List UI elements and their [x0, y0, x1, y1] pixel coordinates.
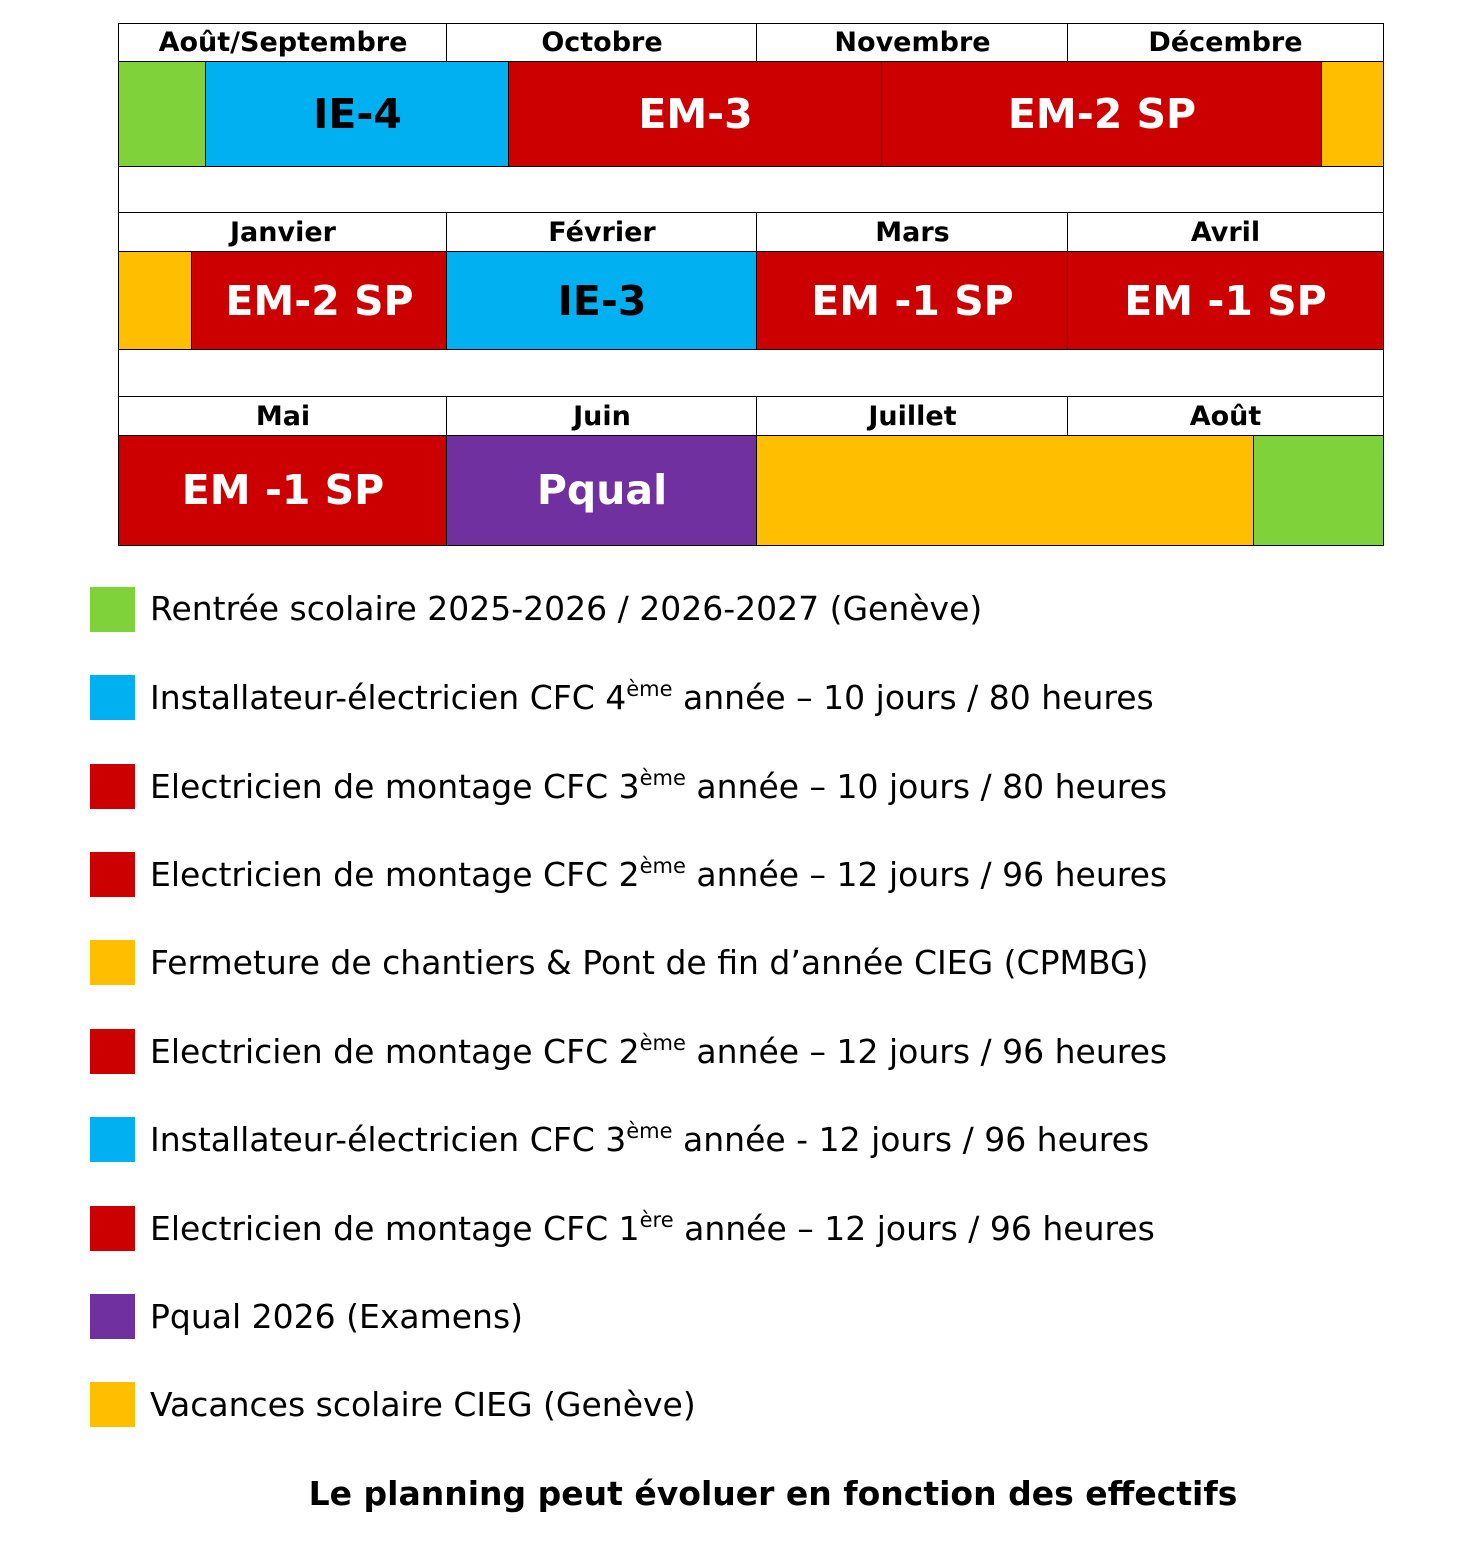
- month-header-aout-septembre: Août/Septembre: [118, 23, 448, 62]
- footer-note: Le planning peut évoluer en fonction des effectifs: [308, 1474, 1238, 1513]
- spacer-row: [118, 349, 1384, 398]
- block-ie-3: IE-3: [446, 251, 758, 351]
- legend-text-em1: Electricien de montage CFC 1ère année – 12 jours / 96 heures: [150, 1208, 1155, 1248]
- legend-text-vacances: Vacances scolaire CIEG (Genève): [150, 1385, 696, 1424]
- legend-swatch-green: [90, 587, 135, 632]
- month-header-fevrier: Février: [446, 212, 758, 253]
- legend-swatch-red: [90, 1029, 135, 1074]
- month-header-mars: Mars: [756, 212, 1069, 253]
- block-rentree: [118, 61, 207, 168]
- month-header-mai: Mai: [118, 396, 448, 437]
- legend-swatch-orange: [90, 1382, 135, 1427]
- legend-text-em3: Electricien de montage CFC 3ème année – 10 jours / 80 heures: [150, 766, 1168, 806]
- block-rentree: [1253, 435, 1384, 546]
- month-header-octobre: Octobre: [446, 23, 758, 62]
- legend-swatch-blue: [90, 1117, 135, 1162]
- block-ie-4: IE-4: [205, 61, 510, 168]
- legend-text-ie3: Installateur-électricien CFC 3ème année - 12 jours / 96 heures: [150, 1119, 1150, 1159]
- block-em-1-sp: EM -1 SP: [1067, 251, 1384, 351]
- legend-swatch-orange: [90, 940, 135, 985]
- month-header-juillet: Juillet: [756, 396, 1069, 437]
- block-em-2-sp: EM-2 SP: [191, 251, 448, 351]
- legend-swatch-red: [90, 852, 135, 897]
- legend-swatch-red: [90, 1206, 135, 1251]
- block-em-2-sp: EM-2 SP: [881, 61, 1323, 168]
- month-header-decembre: Décembre: [1067, 23, 1384, 62]
- block-fermeture: [118, 251, 193, 351]
- legend-swatch-purple: [90, 1294, 135, 1339]
- legend-text-em2: Electricien de montage CFC 2ème année – 12 jours / 96 heures: [150, 1031, 1168, 1071]
- legend-text-fermeture: Fermeture de chantiers & Pont de fin d’année CIEG (CPMBG): [150, 943, 1149, 982]
- block-em-3: EM-3: [508, 61, 883, 168]
- legend-text-pqual: Pqual 2026 (Examens): [150, 1297, 524, 1336]
- spacer-row: [118, 166, 1384, 214]
- block-fermeture: [1321, 61, 1384, 168]
- block-pqual: Pqual: [446, 435, 758, 546]
- legend-text-rentree: Rentrée scolaire 2025-2026 / 2026-2027 (Genève): [150, 589, 983, 628]
- legend-swatch-red: [90, 764, 135, 809]
- month-header-janvier: Janvier: [118, 212, 448, 253]
- legend-swatch-blue: [90, 675, 135, 720]
- legend-text-ie4: Installateur-électricien CFC 4ème année – 10 jours / 80 heures: [150, 677, 1154, 717]
- block-em-1-sp: EM -1 SP: [756, 251, 1069, 351]
- month-header-novembre: Novembre: [756, 23, 1069, 62]
- block-em-1-sp: EM -1 SP: [118, 435, 448, 546]
- month-header-avril: Avril: [1067, 212, 1384, 253]
- month-header-juin: Juin: [446, 396, 758, 437]
- month-header-aout: Août: [1067, 396, 1384, 437]
- legend-text-em2: Electricien de montage CFC 2ème année – 12 jours / 96 heures: [150, 854, 1168, 894]
- block-vacances: [756, 435, 1255, 546]
